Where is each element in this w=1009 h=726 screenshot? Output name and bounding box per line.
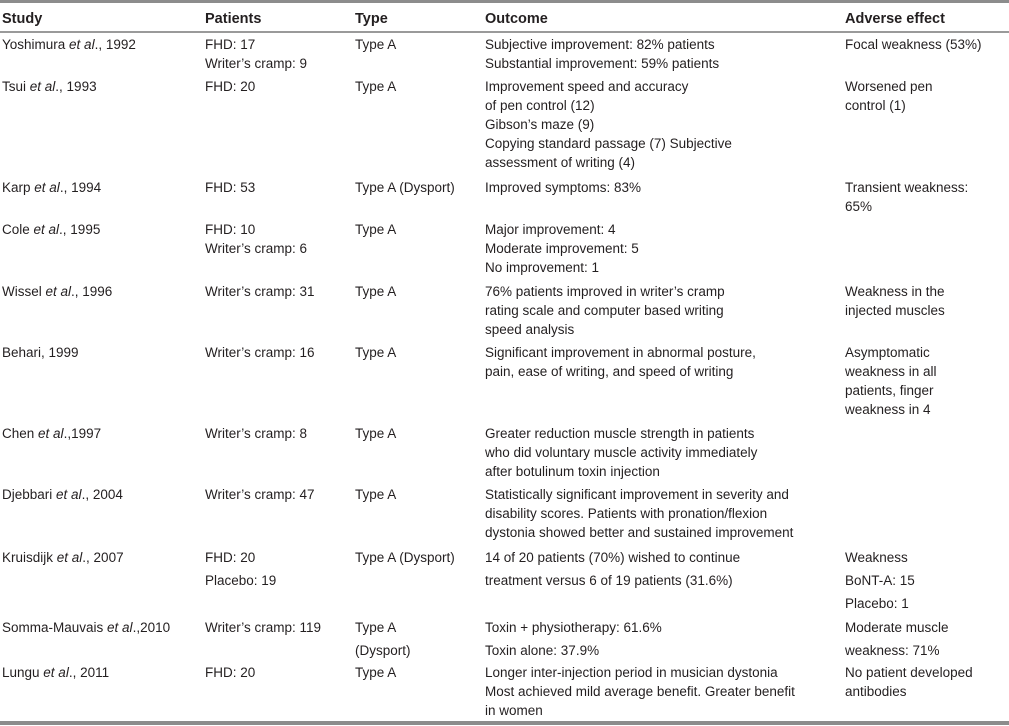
study-year: ., 2011 [68,665,110,680]
study-et-al: et al [29,79,56,94]
study-name [2,343,79,362]
study-name [2,485,123,504]
type-cell-line: Type A [355,79,397,94]
patients-cell [205,77,255,96]
patients-cell [205,343,315,362]
patients-cell [205,546,276,592]
adverse-effect-cell-line: weakness in all [845,364,937,379]
patients-cell-line: Writer’s cramp: 16 [205,345,315,360]
type-cell-line: Type A [355,620,397,635]
patients-cell [205,485,315,504]
study-name [2,546,124,569]
outcome-cell [485,663,795,720]
outcome-cell-line: rating scale and computer based writing [485,303,724,318]
study-name [2,424,101,443]
header-outcome: Outcome [485,11,548,27]
type-cell-line: (Dysport) [355,643,411,658]
type-cell [355,424,396,443]
study-et-al: et al [34,180,60,195]
outcome-cell-line: Improved symptoms: 83% [485,180,642,195]
type-cell [355,485,396,504]
patients-cell-line: Placebo: 19 [205,573,277,588]
type-cell [355,282,396,301]
type-cell [355,546,455,569]
adverse-effect-cell-line: Moderate muscle [845,620,949,635]
type-cell-line: Type A [355,222,397,237]
outcome-cell-line: Most achieved mild average benefit. Greater benefit [485,684,795,699]
adverse-effect-cell [845,343,937,419]
adverse-effect-cell-line: 65% [845,199,873,214]
outcome-cell [485,424,757,481]
type-cell [355,616,411,662]
patients-cell [205,178,255,197]
outcome-cell-line: of pen control (12) [485,98,595,113]
study-year: ., 1996 [71,284,113,299]
patients-cell-line: Writer’s cramp: 9 [205,56,308,71]
adverse-effect-cell [845,35,982,54]
patients-cell-line: FHD: 10 [205,222,256,237]
study-year: .,1997 [63,426,102,441]
outcome-cell-line: No improvement: 1 [485,260,600,275]
patients-cell-line: Writer’s cramp: 8 [205,426,308,441]
patients-cell-line: FHD: 53 [205,180,256,195]
outcome-cell-line: disability scores. Patients with pronation/flexion [485,506,768,521]
study-cell [2,77,97,96]
outcome-cell-line: in women [485,703,543,718]
study-year: ., 1993 [55,79,97,94]
outcome-cell-line: Significant improvement in abnormal posture, [485,345,756,360]
type-cell-line: Type A [355,345,397,360]
study-author: Yoshimura [2,37,70,52]
header-patients: Patients [205,11,262,27]
study-cell [2,663,109,682]
patients-cell-line: FHD: 20 [205,665,256,680]
study-year: ., 2007 [82,550,124,565]
study-author: Cole [2,222,34,237]
adverse-effect-cell-line: Asymptomatic [845,345,930,360]
adverse-effect-cell-line: weakness in 4 [845,402,931,417]
adverse-effect-cell-line: BoNT-A: 15 [845,573,915,588]
study-name [2,77,97,96]
study-name [2,282,112,301]
type-cell [355,178,455,197]
patients-cell [205,282,315,301]
patients-cell-line: Writer’s cramp: 47 [205,487,315,502]
study-year: ., 1992 [94,37,136,52]
study-year: .,2010 [132,620,171,635]
study-author: Lungu [2,665,44,680]
study-cell [2,35,136,54]
study-et-al: et al [56,487,82,502]
type-cell [355,35,396,54]
patients-cell-line: FHD: 20 [205,79,256,94]
outcome-cell [485,546,740,592]
study-name [2,178,101,197]
type-cell-line: Type A [355,426,397,441]
study-author: Djebbari [2,487,57,502]
study-name [2,616,170,639]
study-author: Karp [2,180,35,195]
study-cell [2,178,101,197]
study-cell [2,546,124,569]
study-et-al: et al [69,37,95,52]
patients-cell-line: FHD: 17 [205,37,256,52]
study-et-al: et al [45,284,72,299]
outcome-cell-line: Longer inter-injection period in musician dystonia [485,665,778,680]
study-et-al: et al [33,222,60,237]
patients-cell [205,424,307,443]
adverse-effect-cell-line: injected muscles [845,303,945,318]
outcome-cell [485,343,756,381]
outcome-cell-line: who did voluntary muscle activity immediately [485,445,758,460]
type-cell-line: Type A [355,665,397,680]
patients-cell-line: Writer’s cramp: 119 [205,620,322,635]
outcome-cell-line: Improvement speed and accuracy [485,79,689,94]
outcome-cell [485,616,662,662]
adverse-effect-cell-line: Worsened pen [845,79,933,94]
patients-cell-line: Writer’s cramp: 31 [205,284,315,299]
outcome-cell-line: dystonia showed better and sustained improvement [485,525,794,540]
outcome-cell-line: Substantial improvement: 59% patients [485,56,720,71]
type-cell [355,663,396,682]
header-rule [0,31,1009,33]
study-cell [2,485,123,504]
outcome-cell-line: Statistically significant improvement in severity and [485,487,789,502]
study-cell [2,424,101,443]
study-cell [2,220,100,239]
study-et-al: et al [43,665,69,680]
outcome-cell-line: 14 of 20 patients (70%) wished to continue [485,550,741,565]
study-author: Tsui [2,79,30,94]
study-author: Somma-Mauvais [2,620,108,635]
type-cell [355,77,396,96]
outcome-cell [485,220,639,277]
outcome-cell-line: after botulinum toxin injection [485,464,660,479]
adverse-effect-cell-line: No patient developed [845,665,973,680]
outcome-cell-line: 76% patients improved in writer’s cramp [485,284,725,299]
outcome-cell-line: pain, ease of writing, and speed of writing [485,364,734,379]
study-year: ., 2004 [81,487,123,502]
adverse-effect-cell-line: Placebo: 1 [845,596,909,611]
type-cell-line: Type A (Dysport) [355,550,455,565]
adverse-effect-cell-line: Focal weakness (53%) [845,37,982,52]
adverse-effect-cell-line: Weakness [845,550,908,565]
outcome-cell-line: Greater reduction muscle strength in patients [485,426,755,441]
outcome-cell-line: Moderate improvement: 5 [485,241,639,256]
patients-cell [205,35,307,73]
adverse-effect-cell-line: Transient weakness: [845,180,969,195]
patients-cell [205,663,255,682]
study-author: Wissel [2,284,46,299]
outcome-cell-line: Gibson’s maze (9) [485,117,595,132]
type-cell-line: Type A (Dysport) [355,180,455,195]
patients-cell-line: Writer’s cramp: 6 [205,241,308,256]
study-et-al: et al [56,550,83,565]
outcome-cell-line: speed analysis [485,322,575,337]
outcome-cell-line: assessment of writing (4) [485,155,636,170]
adverse-effect-cell-line: Weakness in the [845,284,945,299]
study-name [2,220,100,239]
outcome-cell-line: Major improvement: 4 [485,222,616,237]
outcome-cell-line: Subjective improvement: 82% patients [485,37,715,52]
adverse-effect-cell-line: antibodies [845,684,907,699]
study-year: ., 1995 [59,222,101,237]
type-cell [355,220,396,239]
type-cell [355,343,396,362]
study-cell [2,282,112,301]
patients-cell-line: FHD: 20 [205,550,256,565]
adverse-effect-cell-line: weakness: 71% [845,643,940,658]
outcome-cell-line: Copying standard passage (7) Subjective [485,136,732,151]
study-author: Kruisdijk [2,550,57,565]
study-author: Behari, 1999 [2,345,79,360]
header-study: Study [2,11,43,27]
study-year: ., 1994 [59,180,102,195]
study-et-al: et al [38,426,64,441]
study-cell [2,616,170,639]
header-type: Type [355,11,388,27]
type-cell-line: Type A [355,487,397,502]
adverse-effect-cell [845,663,973,701]
adverse-effect-cell [845,546,915,615]
patients-cell [205,220,307,258]
adverse-effect-cell-line: control (1) [845,98,906,113]
adverse-effect-cell [845,77,933,115]
outcome-cell-line: Toxin alone: 37.9% [485,643,600,658]
outcome-cell [485,77,732,172]
adverse-effect-cell [845,282,945,320]
study-name [2,663,109,682]
type-cell-line: Type A [355,284,397,299]
table-top-rule [0,0,1009,3]
adverse-effect-cell [845,178,968,216]
study-et-al: et al [107,620,133,635]
patients-cell [205,616,321,639]
outcome-cell [485,282,725,339]
study-cell [2,343,79,362]
adverse-effect-cell [845,616,949,662]
type-cell-line: Type A [355,37,397,52]
header-adverse-effect: Adverse effect [845,11,945,27]
outcome-cell-line: treatment versus 6 of 19 patients (31.6%) [485,573,733,588]
study-name [2,35,136,54]
outcome-cell [485,485,793,542]
adverse-effect-cell-line: patients, finger [845,383,934,398]
outcome-cell-line: Toxin + physiotherapy: 61.6% [485,620,662,635]
outcome-cell [485,35,719,73]
table-bottom-rule [0,721,1009,725]
outcome-cell [485,178,641,197]
study-author: Chen [2,426,39,441]
